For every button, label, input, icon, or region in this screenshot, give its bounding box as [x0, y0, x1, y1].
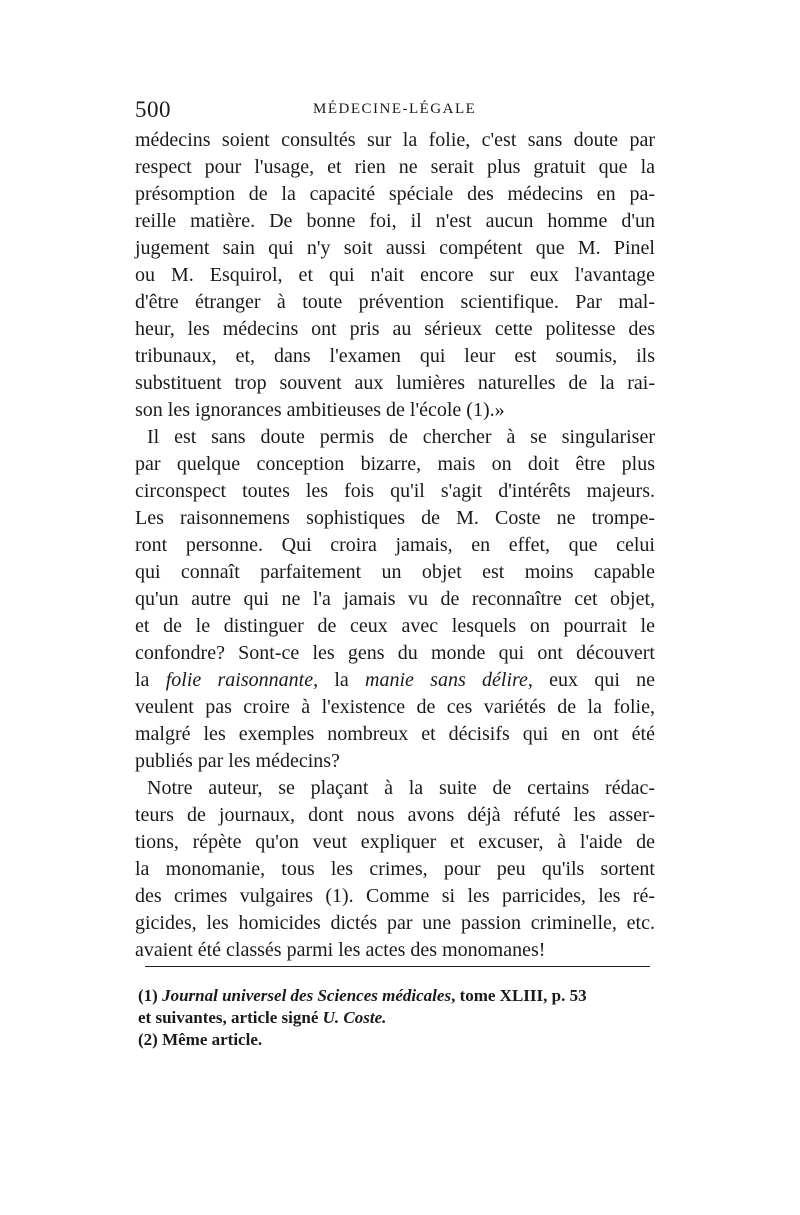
- text-line: la monomanie, tous les crimes, pour peu qu'ils sortent: [135, 858, 655, 880]
- running-title: MÉDECINE-LÉGALE: [313, 101, 477, 117]
- footnote-1: [138, 985, 658, 1007]
- text-line: gicides, les homicides dictés par une passion criminelle, etc.: [135, 912, 655, 934]
- body-text: [135, 127, 655, 964]
- page-header: [135, 97, 660, 125]
- footnote-journal-title: Journal universel des Sciences médicales: [162, 986, 452, 1005]
- paragraph-start-line: Notre auteur, se plaçant à la suite de certains rédac-: [147, 777, 655, 799]
- paragraph-start-line: Il est sans doute permis de chercher à se singulariser: [147, 426, 655, 448]
- text-run: la: [135, 669, 166, 691]
- footnotes: [138, 985, 658, 1051]
- text-line: médecins soient consultés sur la folie, c'est sans doute par: [135, 129, 655, 151]
- footnote-divider: [145, 966, 650, 967]
- text-run: , la: [313, 669, 366, 691]
- text-line: circonspect toutes les fois qu'il s'agit d'intérêts majeurs.: [135, 480, 655, 502]
- text-line: substituent trop souvent aux lumières naturelles de la rai-: [135, 372, 655, 394]
- footnote-text: et suivantes, article signé: [138, 1008, 323, 1027]
- italic-term-manie-sans-delire: manie sans délire: [365, 669, 528, 691]
- footnote-1-continued: [138, 1007, 658, 1029]
- text-run: , eux qui ne: [527, 669, 656, 691]
- text-line: veulent pas croire à l'existence de ces variétés de la folie,: [135, 696, 655, 718]
- text-line: tribunaux, et, dans l'examen qui leur est soumis, ils: [135, 345, 655, 367]
- text-line: publiés par les médecins?: [135, 750, 340, 772]
- text-line: ront personne. Qui croira jamais, en effet, que celui: [135, 534, 655, 556]
- text-line: son les ignorances ambitieuses de l'école (1).»: [135, 399, 505, 421]
- footnote-text: , tome XLIII, p. 53: [451, 986, 587, 1005]
- page-number: 500: [135, 97, 171, 122]
- text-line: teurs de journaux, dont nous avons déjà réfuté les asser-: [135, 804, 655, 826]
- text-line: jugement sain qui n'y soit aussi compétent que M. Pinel: [135, 237, 655, 259]
- text-line: malgré les exemples nombreux et décisifs qui en ont été: [135, 723, 655, 745]
- text-line: présomption de la capacité spéciale des médecins en pa-: [135, 183, 655, 205]
- footnote-marker: (1): [138, 986, 163, 1005]
- text-line: ou M. Esquirol, et qui n'ait encore sur eux l'avantage: [135, 264, 655, 286]
- footnote-2: (2) Même article.: [138, 1030, 263, 1049]
- text-line: qui connaît parfaitement un objet est moins capable: [135, 561, 655, 583]
- italic-term-folie-raisonnante: folie raisonnante: [165, 669, 314, 691]
- text-line: par quelque conception bizarre, mais on doit être plus: [135, 453, 655, 475]
- text-line: des crimes vulgaires (1). Comme si les parricides, les ré-: [135, 885, 655, 907]
- text-line: Les raisonnemens sophistiques de M. Coste ne trompe-: [135, 507, 655, 529]
- text-line: tions, répète qu'on veut expliquer et excuser, à l'aide de: [135, 831, 655, 853]
- text-line: avaient été classés parmi les actes des monomanes!: [135, 939, 546, 961]
- text-line: confondre? Sont-ce les gens du monde qui ont découvert: [135, 642, 655, 664]
- text-line: d'être étranger à toute prévention scientifique. Par mal-: [135, 291, 655, 313]
- text-line: et de le distinguer de ceux avec lesquels on pourrait le: [135, 615, 655, 637]
- text-line: heur, les médecins ont pris au sérieux cette politesse des: [135, 318, 655, 340]
- text-line: respect pour l'usage, et rien ne serait plus gratuit que la: [135, 156, 655, 178]
- footnote-author: U. Coste.: [322, 1008, 387, 1027]
- text-line-with-italics: [135, 667, 655, 694]
- text-line: qu'un autre qui ne l'a jamais vu de reconnaître cet objet,: [135, 588, 655, 610]
- text-line: reille matière. De bonne foi, il n'est aucun homme d'un: [135, 210, 655, 232]
